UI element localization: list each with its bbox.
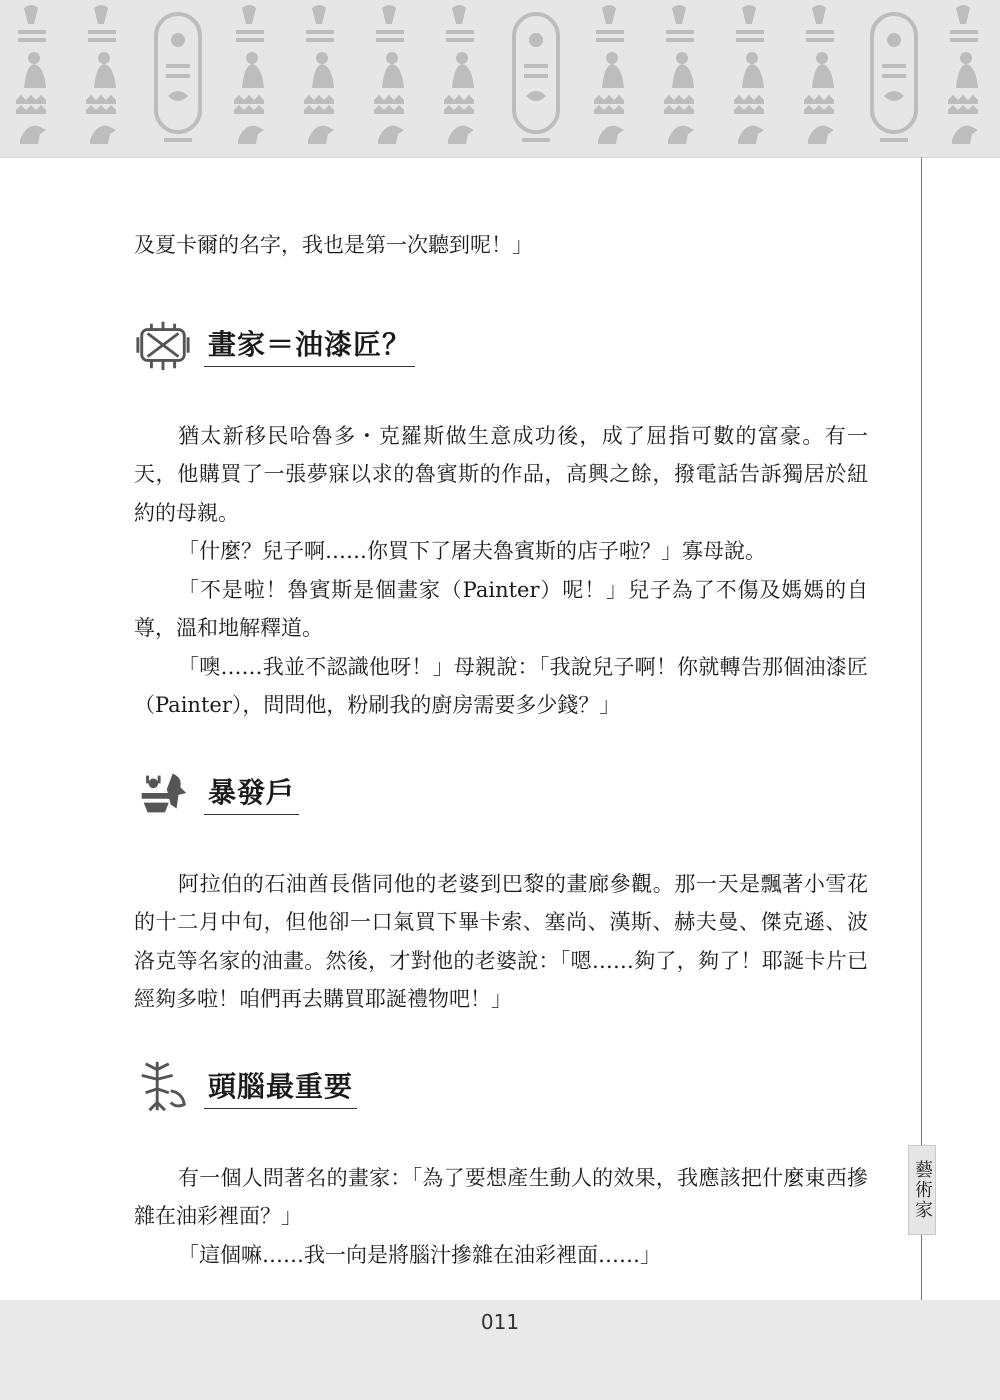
section-title-underline [204,323,415,367]
paragraph: 「不是啦！魯賓斯是個畫家（Painter）呢！」兒子為了不傷及媽媽的自尊，溫和地解釋道。 [134,577,868,640]
section-title: 暴發戶 [208,775,296,809]
chapter-tab [908,1145,936,1235]
carryover-paragraph: 及夏卡爾的名字，我也是第一次聽到呢！」 [134,233,533,257]
paragraph: 猶太新移民哈魯多・克羅斯做生意成功後，成了屈指可數的富豪。有一天，他購買了一張夢寐以求的魯賓斯的作品，高興之餘，撥電話告訴獨居於紐約的母親。 [134,423,868,525]
bird-glyph-icon [134,764,192,822]
section-heading-2 [134,743,868,843]
section-heading-1 [134,295,868,395]
tree-glyph-icon [134,1058,192,1116]
section-title: 頭腦最重要 [208,1069,354,1103]
paragraph: 「什麼？兒子啊……你買下了屠夫魯賓斯的店子啦？」寡母說。 [178,539,766,563]
paragraph: 「這個嘛……我一向是將腦汁摻雜在油彩裡面……」 [178,1242,661,1267]
article-body [134,226,868,1274]
section-title-underline [204,771,299,815]
section-title-underline [204,1065,357,1109]
paragraph: 有一個人問著名的畫家：「為了要想產生動人的效果，我應該把什麼東西摻雜在油彩裡面？」 [134,1165,868,1228]
page-number: 011 [480,1310,520,1334]
chapter-tab-label: 藝術家 [912,1160,933,1220]
paragraph: 「噢……我並不認識他呀！」母親說：「我說兒子啊！你就轉告那個油漆匠（Painter），問問他，粉刷我的廚房需要多少錢？」 [134,654,868,717]
section-heading-3 [134,1037,868,1137]
grid-glyph-icon [134,316,192,374]
hieroglyph-banner [0,0,1000,158]
margin-rule [921,157,922,1300]
section-title: 畫家＝油漆匠？ [208,327,412,361]
hieroglyph-pattern [0,0,1000,157]
paragraph: 阿拉伯的石油酋長偕同他的老婆到巴黎的畫廊參觀。那一天是飄著小雪花的十二月中旬，但他卻一口氣買下畢卡索、塞尚、漢斯、赫夫曼、傑克遜、波洛克等名家的油畫。然後，才對他的老婆說：「嗯……夠了，夠了！耶誕卡片已經夠多啦！咱們再去購買耶誕禮物吧！」 [134,871,868,1011]
